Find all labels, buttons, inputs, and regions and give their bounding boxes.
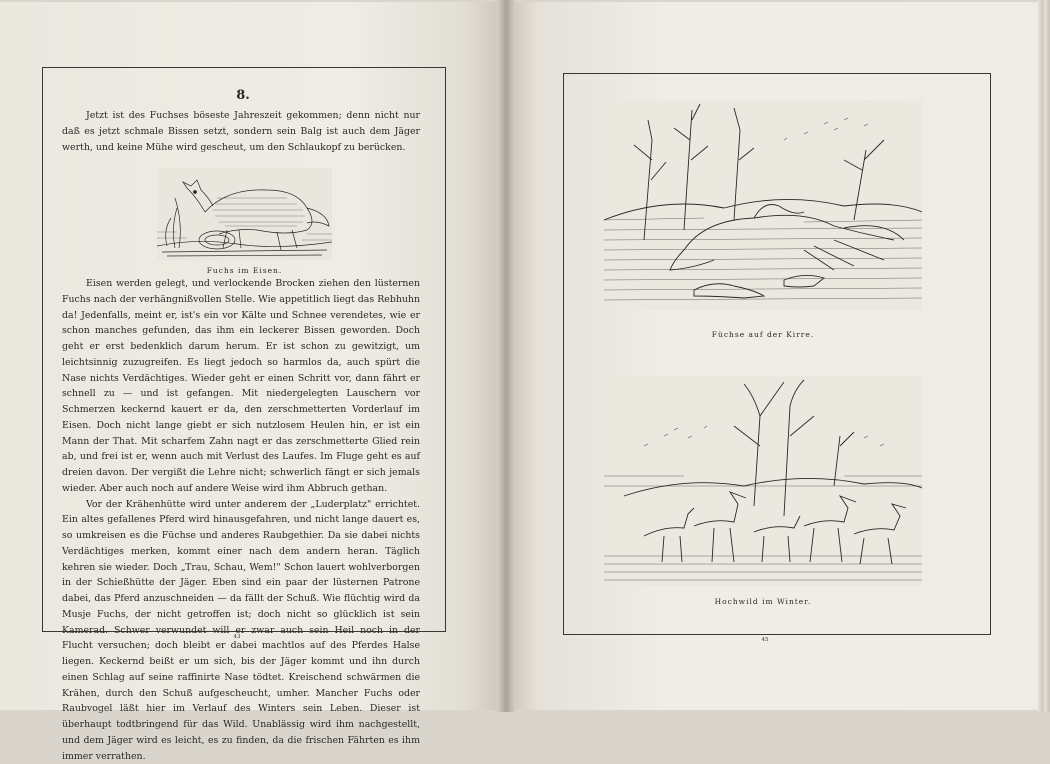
left-page-number: 43: [222, 634, 252, 640]
intro-paragraph: [62, 108, 420, 156]
right-page-number: 45: [750, 637, 780, 643]
body-paragraph-1: Eisen werden gelegt, und verlockende Brocken ziehen den lüsternen Fuchs nach der verhängnißvollen Stelle. Wie appetitlich liegt das Rebhuhn da! Jedenfalls, meint er, ist's ein vor Kälte und Schnee verendetes, wie er schon manches gefunden, das ihm ein leckerer Bissen geworden. Doch geht er erst bedenklich darum herum. Er ist schon zu gewitzigt, um leichtsinnig zuzugreifen. Es liegt jedoch so harmlos da, auch spürt die Nase nichts Verdächtiges. Wieder geht er einen Schritt vor, dann fährt er schnell zu — und ist gefangen. Mit niedergelegten Lauschern vor Schmerzen keckernd kauert er da, den zerschmetterten Vorderlauf im Eisen. Doch nicht lange giebt er sich nutzlosem Heulen hin, er ist ein Mann der That. Mit scharfem Zahn nagt er das zerschmetterte Glied rein ab, und frei ist er, wenn auch mit Verlust des Laufes. Im Fluge geht es auf dreien davon. Der vergißt die Lehre nicht; schwerlich fängt er sich jemals wieder. Aber auch noch auf andere Weise wird ihm Abbruch gethan.: [62, 276, 420, 497]
fox-in-trap-illustration: [157, 168, 332, 260]
foxes-illustration-caption: Füchse auf der Kirre.: [604, 330, 922, 339]
body-paragraph-2: Vor der Krähenhütte wird unter anderem der „Luderplatz" errichtet. Ein altes gefallenes Pferd wird hinausgefahren, und nicht lange dauert es, so umkreisen es die Füchse und anderes Raubgethier. Da sie dabei nichts Verdächtiges merken, kommt einer nach dem andern heran. Täglich kehren sie wieder. Doch „Trau, Schau, Wem!" Schon lauert wohlverborgen in der Schießhütte der Jäger. Eben sind ein paar der lüsternen Patrone dabei, das Pferd anzuschneiden — da fällt der Schuß. Wie flüchtig wird da Musje Fuchs, der nicht getroffen ist; doch nicht so glücklich ist sein Kamerad. Schwer verwundet will er zwar auch sein Heil noch in der Flucht versuchen; doch bleibt er dabei machtlos auf des Pferdes Halse liegen. Keckernd beißt er um sich, bis der Jäger kommt und ihn durch einen Schlag auf seine raffinirte Nase tödtet. Kreischend schwärmen die Krähen, durch den Schuß aufgescheucht, umher. Mancher Fuchs oder Raubvogel läßt hier im Verlauf des Winters sein Leben. Dieser ist überhaupt todtbringend für das Wild. Unablässig wird ihm nachgestellt, und dem Jäger wird es leicht, es zu finden, da die frischen Fährten es ihm immer verrathen.: [62, 497, 420, 764]
section-number: 8.: [42, 88, 444, 103]
intro-text: Jetzt ist des Fuchses böseste Jahreszeit gekommen; denn nicht nur daß es jetzt schmale Bissen setzt, sondern sein Balg ist auch dem Jäger werth, und keine Mühe wird gescheut, um den Schlaukopf zu berücken.: [62, 108, 420, 155]
foxes-at-bait-illustration: [604, 100, 922, 310]
fox-illustration-caption: Fuchs im Eisen.: [157, 266, 332, 275]
book-gutter: [497, 0, 515, 712]
page-edges: [1038, 0, 1050, 712]
body-text: [62, 276, 420, 621]
deer-illustration-caption: Hochwild im Winter.: [604, 597, 922, 606]
red-deer-in-winter-illustration: [604, 376, 922, 586]
